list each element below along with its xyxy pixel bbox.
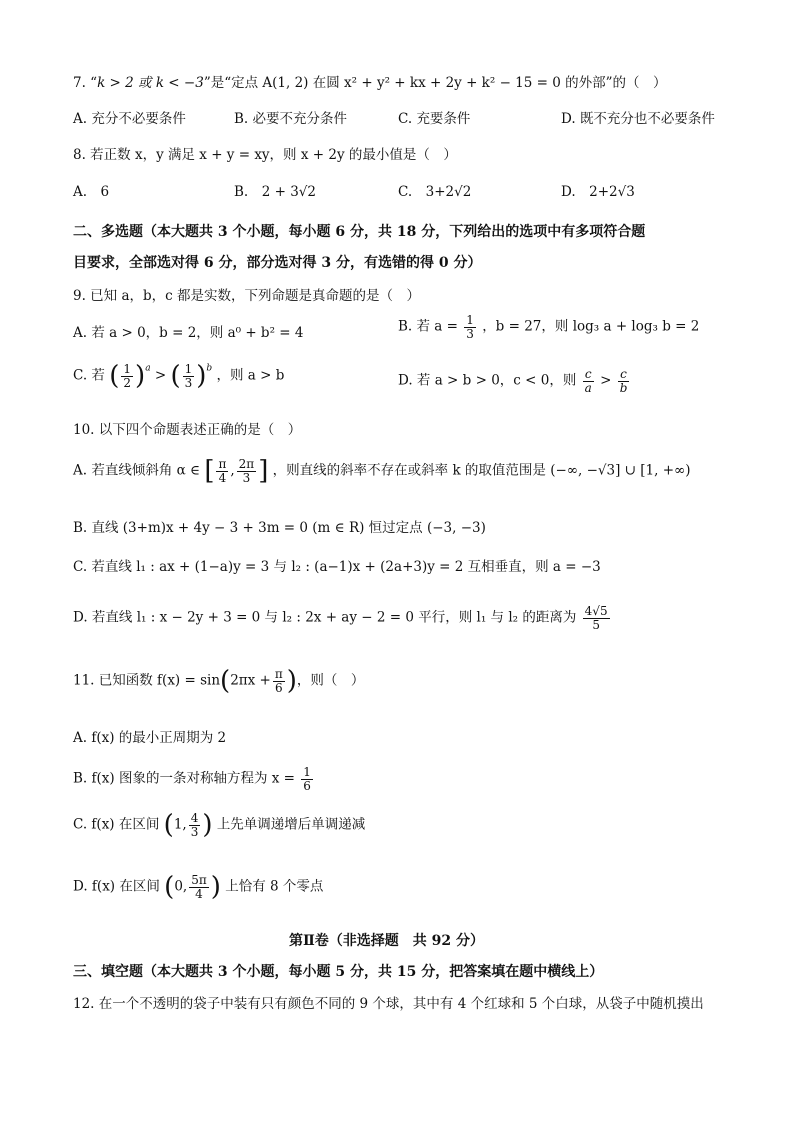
q12-stem: 12. 在一个不透明的袋子中装有只有颜色不同的 9 个球，其中有 4 个红球和 5 个白球，从袋子中随机摸出 [73,996,704,1012]
q7-stem-text: ”是“定点 A(1, 2) 在圆 x² + y² + kx + 2y + k² − 15 = 0 的外部”的（ ） [203,75,667,91]
q8-option-c[interactable] [398,186,471,200]
q8-stem: 8. 若正数 x，y 满足 x + y = xy，则 x + 2y 的最小值是（ ） [73,147,457,163]
q7-stem-prefix: 7. “ [73,75,98,91]
option-text: 上先单调递增后单调递减 [216,816,366,833]
q8-option-b[interactable] [234,186,316,200]
option-label: B. [234,184,249,200]
q8-option-a[interactable] [73,186,109,200]
option-text: 6 [100,184,110,200]
fraction-one-sixth: $\frac{1}{6}$ [303,765,311,793]
fraction-2pi-over-3: $\frac{2\pi}{3}$ [238,457,255,485]
q10-option-c[interactable]: C. 若直线 l₁ : ax + (1−a)y = 3 与 l₂ : (a−1)x + (2a+3)y = 2 互相垂直，则 a = −3 [73,559,601,575]
part2-title: 第Ⅱ卷（非选择题 共 92 分） [289,933,485,949]
option-label: B. [234,111,249,127]
q8-option-d[interactable] [561,186,635,200]
section3-heading: 三、填空题（本大题共 3 个小题，每小题 5 分，共 15 分，把答案填在题中横线上） [73,964,604,980]
option-text: 充要条件 [416,111,471,127]
option-text: 2 + 3√2 [261,184,316,200]
option-text: D. f(x) 在区间 [73,878,160,895]
q11-stem-text: ，则（ ） [296,672,365,689]
q10-option-d[interactable] [73,605,612,631]
option-label: D. [561,184,576,200]
q11-option-a[interactable]: A. f(x) 的最小正周期为 2 [73,730,227,746]
option-text: ，则直线的斜率不存在或斜率 k 的取值范围是 (−∞, −√3] ∪ [1, +∞) [272,462,691,479]
q7-option-b[interactable] [234,113,347,127]
q11-stem-text: 11. 已知函数 f(x) = sin [73,672,221,689]
fraction-4root5-over-5: $\frac{4√5}{5}$ [584,604,608,632]
q9-option-d[interactable]: D. 若 a > b > 0，c < 0，则 $\frac{c}{a}$ > $\frac{c}{b}$ [398,367,628,395]
q9-option-a[interactable]: A. 若 a > 0，b = 2，则 a⁰ + b² = 4 [73,325,304,341]
option-label: C. [398,184,413,200]
option-label: A. [73,184,88,200]
option-text: C. 若 [73,367,105,384]
q9-option-c[interactable]: C. 若 ( $\frac{1}{2}$ )$^a$ > ( $\frac{1}{3}$ )$^b$ ，则 a > b [73,361,285,392]
q10-option-a[interactable]: A. 若直线倾斜角 α ∈ [ $\frac{\pi}{4}$ , $\frac{2\pi}{3}$ ] ，则直线的斜率不存在或斜率 k 的取值范围是 (−∞, −√3] ∪ [1, +∞) [73,456,691,487]
fraction-pi-over-4: $\frac{\pi}{4}$ [218,457,227,485]
q9-option-b[interactable] [398,314,699,340]
section2-heading-line1: 二、多选题（本大题共 3 个小题，每小题 6 分，共 18 分，下列给出的选项中有多项符合题 [73,224,646,240]
q9-stem: 9. 已知 a，b，c 都是实数，下列命题是真命题的是（ ） [73,288,421,304]
option-label: D. [561,111,576,127]
option-text: ，则 a > b [216,367,285,384]
fraction-c-over-b: $\frac{c}{b}$ [619,367,628,395]
option-text: 3+2√2 [425,184,472,200]
option-label: A. [73,111,88,127]
q7-option-a[interactable] [73,113,186,127]
q11-stem: 11. 已知函数 f(x) = sin(2πx + $\frac{\pi}{6}$ )，则（ ） [73,666,365,697]
option-text: 必要不充分条件 [252,111,348,127]
section2-heading-line2: 目要求，全部选对得 6 分，部分选对得 3 分，有选错的得 0 分） [73,255,482,271]
fraction-5pi-over-4: $\frac{5\pi}{4}$ [191,873,207,901]
fraction-4-over-3: $\frac{4}{3}$ [190,811,199,839]
q11-option-c[interactable]: C. f(x) 在区间 (1, $\frac{4}{3}$ ) 上先单调递增后单调递减 [73,810,366,841]
option-text: 上恰有 8 个零点 [225,878,324,895]
fraction-one-third: $\frac{1}{3}$ [466,313,474,341]
fraction-c-over-a: $\frac{c}{a}$ [584,367,592,395]
q7-option-d[interactable] [561,113,715,127]
option-label: C. [398,111,413,127]
fraction-one-third: $\frac{1}{3}$ [184,362,193,390]
q10-option-b[interactable]: B. 直线 (3+m)x + 4y − 3 + 3m = 0 (m ∈ R) 恒过定点 (−3, −3) [73,520,486,536]
option-text: 既不充分也不必要条件 [579,111,715,127]
option-text: B. f(x) 图象的一条对称轴方程为 x = [73,770,295,787]
option-text: B. 若 a = [398,318,458,335]
option-text: ，b = 27，则 log₃ a + log₃ b = 2 [482,318,700,335]
option-text: D. 若直线 l₁ : x − 2y + 3 = 0 与 l₂ : 2x + ay − 2 = 0 平行，则 l₁ 与 l₂ 的距离为 [73,609,577,626]
option-text: C. f(x) 在区间 [73,816,160,833]
q7-option-c[interactable] [398,113,470,127]
fraction-pi-over-6: $\frac{\pi}{6}$ [274,667,283,695]
q11-option-d[interactable]: D. f(x) 在区间 (0, $\frac{5\pi}{4}$ ) 上恰有 8 个零点 [73,872,324,903]
q11-option-b[interactable] [73,766,315,792]
q7-stem [73,77,667,91]
option-text: 充分不必要条件 [91,111,186,127]
fraction-one-half: $\frac{1}{2}$ [123,362,132,390]
q7-stem-condition: k > 2 或 k < −3 [97,75,204,91]
q11-stem-inner: 2πx + [230,672,271,689]
option-text: D. 若 a > b > 0，c < 0，则 [398,372,577,389]
option-text: 2+2√3 [589,184,635,200]
q10-stem: 10. 以下四个命题表述正确的是（ ） [73,422,302,438]
option-text: A. 若直线倾斜角 α ∈ [73,462,201,479]
